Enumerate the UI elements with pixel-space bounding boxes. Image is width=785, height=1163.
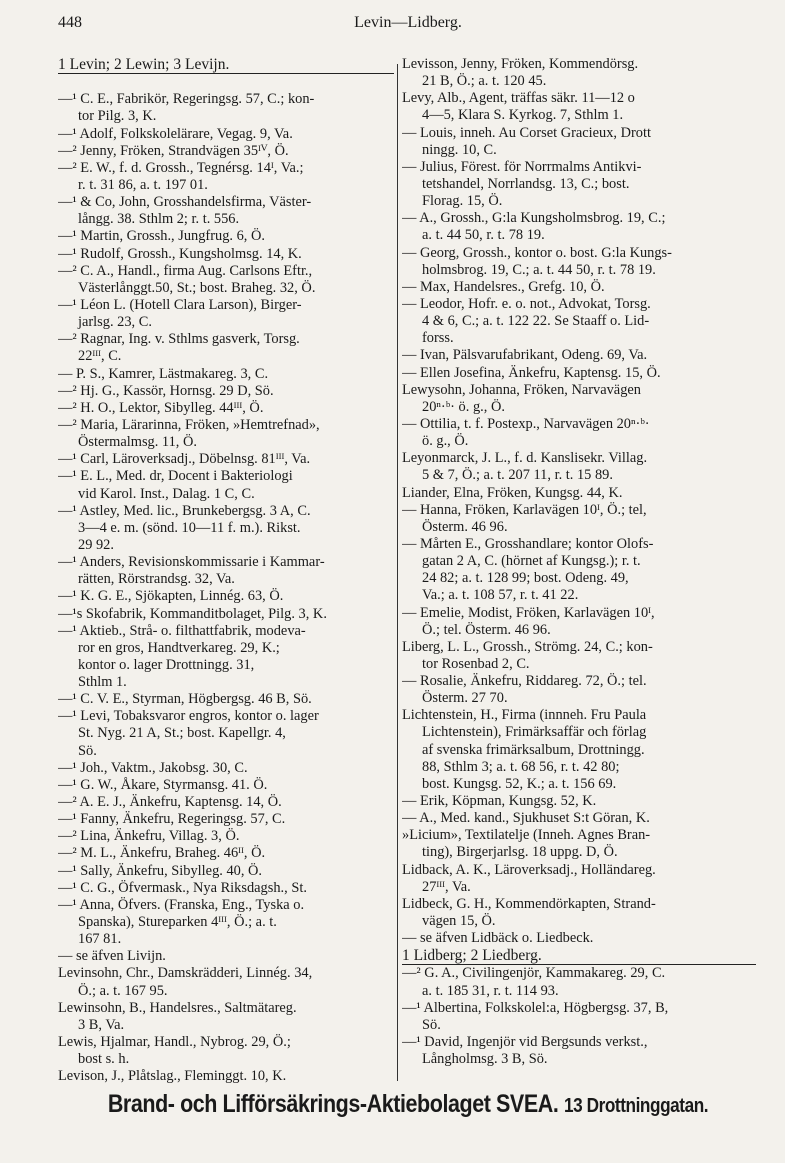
entry-line: —² M. L., Änkefru, Braheg. 46ᴵᴵ, Ö.: [58, 845, 266, 862]
entry-line: 5 & 7, Ö.; a. t. 207 11, r. t. 15 89.: [422, 467, 613, 484]
entry-line: —² Ragnar, Ing. v. Sthlms gasverk, Torsg.: [58, 331, 300, 348]
entry-line: — Max, Handelsres., Grefg. 10, Ö.: [402, 278, 605, 295]
entry-line: gatan 2 A, C. (hörnet af Kungsg.); r. t.: [422, 553, 641, 570]
entry-line: —¹ Joh., Vaktm., Jakobsg. 30, C.: [58, 759, 248, 776]
entry-line: tetshandel, Norrlandsg. 13, C.; bost.: [422, 175, 630, 192]
entry-line: — Ottilia, t. f. Postexp., Narvavägen 20ⁿ·ᵇ·: [402, 415, 650, 432]
entry-line: — se äfven Livijn.: [58, 948, 166, 965]
entry-line: af svenska frimärksalbum, Drottningg.: [422, 741, 645, 758]
entry-line: ror en gros, Handtverkareg. 29, K.;: [78, 639, 280, 656]
entry-line: bost. Kungsg. 52, K.; a. t. 156 69.: [422, 775, 617, 792]
entry-line: kontor o. lager Drottningg. 31,: [78, 656, 255, 673]
entry-line: Florag. 15, Ö.: [422, 193, 503, 210]
entry-line: 20ⁿ·ᵇ· ö. g., Ö.: [422, 398, 505, 415]
entry-line: — Mårten E., Grosshandlare; kontor Olofs-: [402, 535, 654, 552]
entry-line: —¹ Léon L. (Hotell Clara Larson), Birger-: [58, 296, 302, 313]
entry-line: —¹ E. L., Med. dr, Docent i Bakteriologi: [58, 468, 293, 485]
entry-line: — Louis, inneh. Au Corset Gracieux, Drott: [402, 124, 651, 141]
entry-line: a. t. 185 31, r. t. 114 93.: [422, 982, 559, 999]
entry-line: —² E. W., f. d. Grossh., Tegnérsg. 14ᴵ, Va.;: [58, 159, 304, 176]
entry-line: 22ᴵᴵᴵ, C.: [78, 348, 122, 365]
entry-line: — Julius, Förest. för Norrmalms Antikvi-: [402, 158, 642, 175]
entry-line: — A., Grossh., G:la Kungsholmsbrog. 19, C.;: [402, 210, 666, 227]
entry-line: r. t. 31 86, a. t. 197 01.: [78, 176, 208, 193]
entry-line: långg. 38. Sthlm 2; r. t. 556.: [78, 211, 240, 228]
entry-line: vid Karol. Inst., Dalag. 1 C, C.: [78, 485, 255, 502]
entry-line: —¹ C. E., Fabrikör, Regeringsg. 57, C.; kon-: [58, 91, 315, 108]
entry-line: —² Maria, Lärarinna, Fröken, »Hemtrefnad»,: [58, 416, 320, 433]
entry-line: 3—4 e. m. (sönd. 10—11 f. m.). Rikst.: [78, 519, 301, 536]
entry-line: Sö.: [422, 1016, 441, 1033]
entry-line: Va.; a. t. 108 57, r. t. 41 22.: [422, 587, 579, 604]
entry-line: Liberg, L. L., Grossh., Strömg. 24, C.; kon-: [402, 638, 653, 655]
entry-line: Västerlånggt.50, St.; bost. Braheg. 32, Ö.: [78, 279, 316, 296]
entry-line: — P. S., Kamrer, Lästmakareg. 3, C.: [58, 365, 269, 382]
entry-line: tor Pilg. 3, K.: [78, 108, 157, 125]
entry-line: forss.: [422, 330, 454, 347]
entry-line: —¹ Astley, Med. lic., Brunkebergsg. 3 A, C.: [58, 502, 311, 519]
page-number: 448: [58, 14, 82, 31]
entry-line: —² G. A., Civilingenjör, Kammakareg. 29, C.: [402, 965, 666, 982]
entry-line: —¹ Levi, Tobaksvaror engros, kontor o. lager: [58, 708, 319, 725]
entry-line: Österm. 46 96.: [422, 518, 508, 535]
entry-line: —¹ Albertina, Folkskolel:a, Högbergsg. 37, B,: [402, 999, 669, 1016]
entry-line: —¹ K. G. E., Sjökapten, Linnég. 63, Ö.: [58, 588, 284, 605]
entry-line: Liander, Elna, Fröken, Kungsg. 44, K.: [402, 484, 623, 501]
entry-line: —¹ Carl, Läroverksadj., Döbelnsg. 81ᴵᴵᴵ, Va.: [58, 451, 311, 468]
advertisement-address: 13 Drottninggatan.: [563, 1095, 709, 1117]
entry-line: ningg. 10, C.: [422, 141, 497, 158]
entry-line: — A., Med. kand., Sjukhuset S:t Göran, K.: [402, 810, 650, 827]
entry-line: Levinsohn, Chr., Damskrädderi, Linnég. 34,: [58, 965, 313, 982]
entry-line: St. Nyg. 21 A, St.; bost. Kapellgr. 4,: [78, 725, 286, 742]
entry-line: —² H. O., Lektor, Sibylleg. 44ᴵᴵᴵ, Ö.: [58, 399, 264, 416]
running-head: Levin—Lidberg.: [354, 14, 462, 31]
entry-line: —¹s Skofabrik, Kommanditbolaget, Pilg. 3, K.: [58, 605, 327, 622]
entry-line: —¹ Sally, Änkefru, Sibylleg. 40, Ö.: [58, 862, 263, 879]
entry-line: holmsbrog. 19, C.; a. t. 44 50, r. t. 78 19.: [422, 261, 656, 278]
entry-line: ö. g., Ö.: [422, 433, 469, 450]
entry-line: — Ivan, Pälsvarufabrikant, Odeng. 69, Va.: [402, 347, 648, 364]
advertisement-text: Brand- och Lifförsäkrings-Aktiebolaget SVEA.: [107, 1090, 559, 1118]
entry-line: Levy, Alb., Agent, träffas säkr. 11—12 o: [402, 90, 635, 107]
entry-line: —¹ Fanny, Änkefru, Regeringsg. 57, C.: [58, 811, 286, 828]
entry-line: Spanska), Stureparken 4ᴵᴵᴵ, Ö.; a. t.: [78, 914, 277, 931]
entry-line: —² Hj. G., Kassör, Hornsg. 29 D, Sö.: [58, 382, 274, 399]
entry-line: Lewinsohn, B., Handelsres., Saltmätareg.: [58, 999, 297, 1016]
entry-line: —² Lina, Änkefru, Villag. 3, Ö.: [58, 828, 240, 845]
entry-line: —¹ Rudolf, Grossh., Kungsholmsg. 14, K.: [58, 245, 302, 262]
entry-line: Ö.; a. t. 167 95.: [78, 982, 168, 999]
entry-line: —¹ David, Ingenjör vid Bergsunds verkst.,: [402, 1034, 648, 1051]
entry-line: »Licium», Textilatelje (Inneh. Agnes Bran-: [402, 827, 651, 844]
entry-line: —² C. A., Handl., firma Aug. Carlsons Eftr.,: [58, 262, 313, 279]
entry-line: Sö.: [78, 742, 97, 759]
entry-line: [58, 74, 394, 91]
entry-line: 27ᴵᴵᴵ, Va.: [422, 878, 471, 895]
entry-line: Lichtenstein), Frimärksaffär och förlag: [422, 724, 647, 741]
entry-line: Levison, J., Plåtslag., Fleminggt. 10, K.: [58, 1068, 287, 1085]
entry-line: 29 92.: [78, 536, 114, 553]
entry-line: Lidback, A. K., Läroverksadj., Holländareg.: [402, 861, 656, 878]
entry-line: —¹ G. W., Åkare, Styrmansg. 41. Ö.: [58, 776, 268, 793]
entry-line: — Rosalie, Änkefru, Riddareg. 72, Ö.; tel.: [402, 673, 647, 690]
entry-line: Sthlm 1.: [78, 674, 127, 691]
entry-line: —¹ Martin, Grossh., Jungfrug. 6, Ö.: [58, 228, 265, 245]
entry-line: jarlsg. 23, C.: [78, 314, 152, 331]
column-divider: [397, 64, 398, 1081]
entry-line: —¹ C. V. E., Styrman, Högbergsg. 46 B, Sö.: [58, 691, 312, 708]
entry-line: 4—5, Klara S. Kyrkog. 7, Sthlm 1.: [422, 107, 624, 124]
entry-line: Leyonmarck, J. L., f. d. Kanslisekr. Villag.: [402, 450, 648, 467]
entry-line: —² A. E. J., Änkefru, Kaptensg. 14, Ö.: [58, 794, 282, 811]
entry-line: 4 & 6, C.; a. t. 122 22. Se Staaff o. Lid-: [422, 313, 650, 330]
entry-line: vägen 15, Ö.: [422, 913, 496, 930]
entry-line: 3 B, Va.: [78, 1016, 125, 1033]
entry-line: Lichtenstein, H., Firma (innneh. Fru Paula: [402, 707, 647, 724]
entry-line: — Georg, Grossh., kontor o. bost. G:la Kungs-: [402, 244, 672, 261]
entry-line: Lidbeck, G. H., Kommendörkapten, Strand-: [402, 895, 656, 912]
entry-line: ting), Birgerjarlsg. 18 uppg. D, Ö.: [422, 844, 618, 861]
entry-line: — Leodor, Hofr. e. o. not., Advokat, Torsg.: [402, 295, 651, 312]
entry-line: —¹ Aktieb., Strå- o. filthattfabrik, modeva-: [58, 622, 306, 639]
entry-line: — Erik, Köpman, Kungsg. 52, K.: [402, 793, 597, 810]
entry-line: 88, Sthlm 3; a. t. 68 56, r. t. 42 80;: [422, 758, 620, 775]
section-heading: 1 Lidberg; 2 Liedberg.: [402, 947, 756, 965]
entry-line: 21 B, Ö.; a. t. 120 45.: [422, 73, 547, 90]
entry-line: Lewis, Hjalmar, Handl., Nybrog. 29, Ö.;: [58, 1034, 291, 1051]
entry-line: rätten, Rörstrandsg. 32, Va.: [78, 571, 235, 588]
entry-line: —¹ Anders, Revisionskommissarie i Kammar-: [58, 554, 325, 571]
entry-line: Österm. 27 70.: [422, 690, 508, 707]
entry-line: bost s. h.: [78, 1051, 130, 1068]
entry-line: Östermalmsg. 11, Ö.: [78, 434, 197, 451]
section-heading: 1 Levin; 2 Lewin; 3 Levijn.: [58, 56, 394, 74]
entry-line: 167 81.: [78, 931, 122, 948]
entry-line: — se äfven Lidbäck o. Liedbeck.: [402, 930, 594, 947]
entry-line: —¹ Anna, Öfvers. (Franska, Eng., Tyska o.: [58, 896, 305, 913]
entry-line: 24 82; a. t. 128 99; bost. Odeng. 49,: [422, 570, 629, 587]
entry-line: Lewysohn, Johanna, Fröken, Narvavägen: [402, 381, 641, 398]
entry-line: Ö.; tel. Österm. 46 96.: [422, 621, 551, 638]
entry-line: —² Jenny, Fröken, Strandvägen 35ᴵⱽ, Ö.: [58, 142, 289, 159]
entry-line: —¹ Adolf, Folkskolelärare, Vegag. 9, Va.: [58, 125, 293, 142]
advertisement-banner: [107, 1090, 709, 1119]
left-column: [58, 56, 394, 1085]
right-column: [402, 56, 756, 1068]
entry-line: — Ellen Josefina, Änkefru, Kaptensg. 15, Ö.: [402, 364, 661, 381]
entry-line: Levisson, Jenny, Fröken, Kommendörsg.: [402, 56, 639, 72]
entry-line: — Hanna, Fröken, Karlavägen 10ᴵ, Ö.; tel,: [402, 501, 647, 518]
page-header: [58, 14, 758, 38]
entry-line: Långholmsg. 3 B, Sö.: [422, 1051, 548, 1068]
entry-line: a. t. 44 50, r. t. 78 19.: [422, 227, 545, 244]
entry-line: tor Rosenbad 2, C.: [422, 655, 530, 672]
entry-line: —¹ & Co, John, Grosshandelsfirma, Väster-: [58, 194, 312, 211]
entry-line: — Emelie, Modist, Fröken, Karlavägen 10ᴵ,: [402, 604, 655, 621]
entry-line: —¹ C. G., Öfvermask., Nya Riksdagsh., St.: [58, 879, 307, 896]
